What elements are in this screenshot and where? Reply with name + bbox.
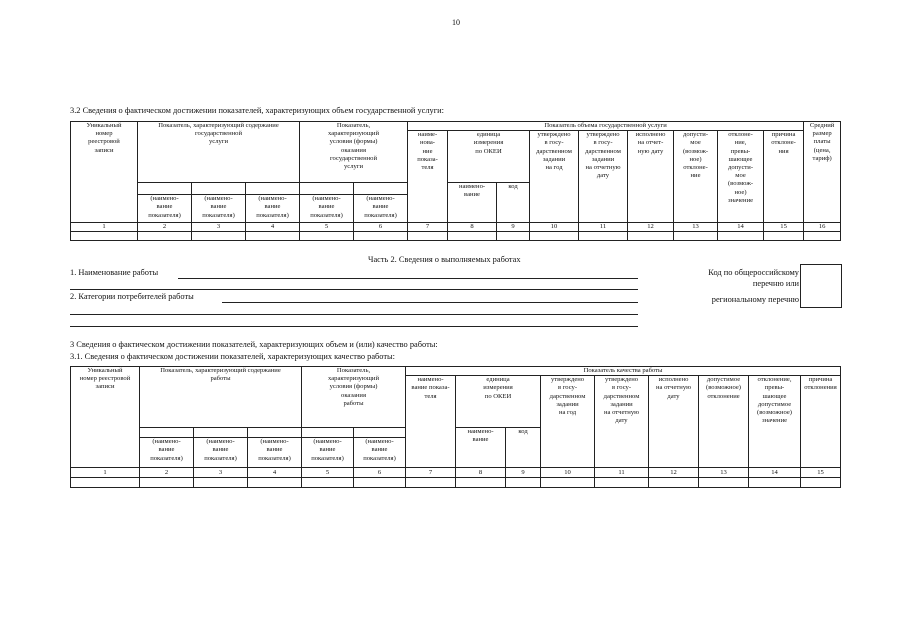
- consumers-line: [70, 326, 638, 327]
- column-number: 6: [354, 468, 406, 478]
- header-unit: единица измерения по ОКЕИ: [448, 131, 530, 183]
- spacer-cell: [140, 428, 194, 438]
- header-content-indicator: Показатель, характеризующий содержание работы: [140, 367, 302, 428]
- column-number: 15: [801, 468, 841, 478]
- data-cell: [456, 478, 506, 488]
- section-3-title: 3 Сведения о фактическом достижении показателей, характеризующих объем и (или) качество работы:: [70, 340, 438, 349]
- column-number: 4: [248, 468, 302, 478]
- code-label: Код по общероссийскому: [708, 268, 799, 277]
- column-number: 8: [448, 223, 497, 232]
- subheader-indicator-name: (наимено- вание показателя): [354, 438, 406, 468]
- section-3-1-title: 3.1. Сведения о фактическом достижении показателей, характеризующих качество работы:: [70, 352, 395, 361]
- column-number: 14: [749, 468, 801, 478]
- header-content-indicator: Показатель, характеризующий содержание государственной услуги: [138, 122, 300, 183]
- header-volume-indicator: Показатель объема государственной услуги: [408, 122, 804, 131]
- spacer-cell: [354, 428, 406, 438]
- subheader-indicator-name: (наимено- вание показателя): [300, 195, 354, 223]
- header-indicator-name: наимено- вание показа- теля: [406, 376, 456, 468]
- consumers-label: 2. Категории потребителей работы: [70, 292, 194, 301]
- data-cell: [699, 478, 749, 488]
- column-number: 4: [246, 223, 300, 232]
- data-cell: [764, 232, 804, 241]
- data-cell: [246, 232, 300, 241]
- data-cell: [749, 478, 801, 488]
- column-number: 7: [406, 468, 456, 478]
- header-unit-name: наимено- вание: [448, 183, 497, 223]
- column-number: 14: [718, 223, 764, 232]
- subheader-indicator-name: (наимено- вание показателя): [194, 438, 248, 468]
- spacer-cell: [302, 428, 354, 438]
- data-cell: [71, 232, 138, 241]
- work-name-line: [178, 278, 638, 279]
- spacer-cell: [246, 183, 300, 195]
- column-number: 1: [71, 223, 138, 232]
- column-number: 5: [300, 223, 354, 232]
- column-number: 9: [497, 223, 530, 232]
- column-number: 12: [628, 223, 674, 232]
- header-conditions-indicator: Показатель, характеризующий условия (формы) оказания работы: [302, 367, 406, 428]
- header-allowed-deviation: допусти- мое (возмож- ное) отклоне- ние: [674, 131, 718, 223]
- header-unit-name: наимено- вание: [456, 428, 506, 468]
- header-done: исполнено на отчет- ную дату: [628, 131, 674, 223]
- header-excess-deviation: отклонение, превы- шающее допустимое (возможное) значение: [749, 376, 801, 468]
- spacer-cell: [354, 183, 408, 195]
- section-3-2-title: 3.2 Сведения о фактическом достижении показателей, характеризующих объем государственной услуги:: [70, 106, 444, 115]
- header-unit: единица измерения по ОКЕИ: [456, 376, 541, 428]
- column-number: 13: [699, 468, 749, 478]
- data-cell: [140, 478, 194, 488]
- data-cell: [302, 478, 354, 488]
- header-reason: причина отклоне- ния: [764, 131, 804, 223]
- table-row: [71, 232, 841, 241]
- subheader-indicator-name: (наимено- вание показателя): [354, 195, 408, 223]
- volume-indicators-table: [70, 121, 841, 241]
- column-number: 1: [71, 468, 140, 478]
- header-unit-code: код: [497, 183, 530, 223]
- data-cell: [448, 232, 497, 241]
- column-number: 11: [579, 223, 628, 232]
- header-unit-code: код: [506, 428, 541, 468]
- spacer-cell: [194, 428, 248, 438]
- data-cell: [300, 232, 354, 241]
- data-cell: [248, 478, 302, 488]
- data-cell: [801, 478, 841, 488]
- header-quality-indicator: Показатель качества работы: [406, 367, 841, 376]
- header-conditions-indicator: Показатель, характеризующий условия (формы) оказания государственной услуги: [300, 122, 408, 183]
- header-allowed-deviation: допустимое (возможное) отклонение: [699, 376, 749, 468]
- column-number: 10: [541, 468, 595, 478]
- data-cell: [406, 478, 456, 488]
- part-2-title: Часть 2. Сведения о выполняемых работах: [368, 255, 521, 264]
- subheader-indicator-name: (наимено- вание показателя): [140, 438, 194, 468]
- column-number-row: [71, 223, 841, 232]
- data-cell: [804, 232, 841, 241]
- column-number: 9: [506, 468, 541, 478]
- consumers-line: [222, 302, 638, 303]
- data-cell: [354, 478, 406, 488]
- registry-code-box: [800, 264, 842, 308]
- quality-indicators-table: [70, 366, 841, 488]
- column-number: 2: [140, 468, 194, 478]
- consumers-line: [70, 314, 638, 315]
- data-cell: [541, 478, 595, 488]
- header-approved-date: утверждено в госу- дарственном задании на отчетную дату: [579, 131, 628, 223]
- spacer-cell: [138, 183, 192, 195]
- column-number: 8: [456, 468, 506, 478]
- code-label: перечню или: [752, 279, 799, 288]
- data-cell: [194, 478, 248, 488]
- header-approved-date: утверждено в госу- дарственном задании на отчетную дату: [595, 376, 649, 468]
- column-number: 11: [595, 468, 649, 478]
- column-number: 7: [408, 223, 448, 232]
- data-cell: [192, 232, 246, 241]
- spacer-cell: [300, 183, 354, 195]
- column-number: 6: [354, 223, 408, 232]
- data-cell: [71, 478, 140, 488]
- column-number: 5: [302, 468, 354, 478]
- header-done: исполнено на отчетную дату: [649, 376, 699, 468]
- column-number: 10: [530, 223, 579, 232]
- column-number-row: [71, 468, 841, 478]
- column-number: 15: [764, 223, 804, 232]
- data-cell: [138, 232, 192, 241]
- code-label: региональному перечню: [711, 295, 799, 304]
- spacer-cell: [248, 428, 302, 438]
- data-cell: [674, 232, 718, 241]
- subheader-indicator-name: (наимено- вание показателя): [138, 195, 192, 223]
- header-average-fee: Средний размер платы (цена, тариф): [804, 122, 841, 223]
- data-cell: [497, 232, 530, 241]
- data-cell: [408, 232, 448, 241]
- data-cell: [595, 478, 649, 488]
- data-cell: [628, 232, 674, 241]
- column-number: 3: [194, 468, 248, 478]
- spacer-cell: [192, 183, 246, 195]
- column-number: 16: [804, 223, 841, 232]
- header-approved-year: утверждено в госу- дарственном задании на год: [541, 376, 595, 468]
- header-unique-number: Уникальный номер реестровой записи: [71, 367, 140, 468]
- header-indicator-name: наиме- нова- ние показа- теля: [408, 131, 448, 223]
- data-cell: [718, 232, 764, 241]
- page-number: 10: [452, 18, 460, 27]
- work-name-label: 1. Наименование работы: [70, 268, 159, 277]
- column-number: 2: [138, 223, 192, 232]
- work-name-line: [70, 289, 638, 290]
- header-approved-year: утверждено в госу- дарственном задании на год: [530, 131, 579, 223]
- header-reason: причина отклонения: [801, 376, 841, 468]
- subheader-indicator-name: (наимено- вание показателя): [246, 195, 300, 223]
- table-row: [71, 478, 841, 488]
- column-number: 12: [649, 468, 699, 478]
- column-number: 3: [192, 223, 246, 232]
- data-cell: [354, 232, 408, 241]
- header-unique-number: Уникальный номер реестровой записи: [71, 122, 138, 223]
- data-cell: [579, 232, 628, 241]
- data-cell: [649, 478, 699, 488]
- subheader-indicator-name: (наимено- вание показателя): [248, 438, 302, 468]
- data-cell: [506, 478, 541, 488]
- header-excess-deviation: отклоне- ние, превы- шающее допусти- мое (возмож- ное) значение: [718, 131, 764, 223]
- column-number: 13: [674, 223, 718, 232]
- subheader-indicator-name: (наимено- вание показателя): [192, 195, 246, 223]
- subheader-indicator-name: (наимено- вание показателя): [302, 438, 354, 468]
- data-cell: [530, 232, 579, 241]
